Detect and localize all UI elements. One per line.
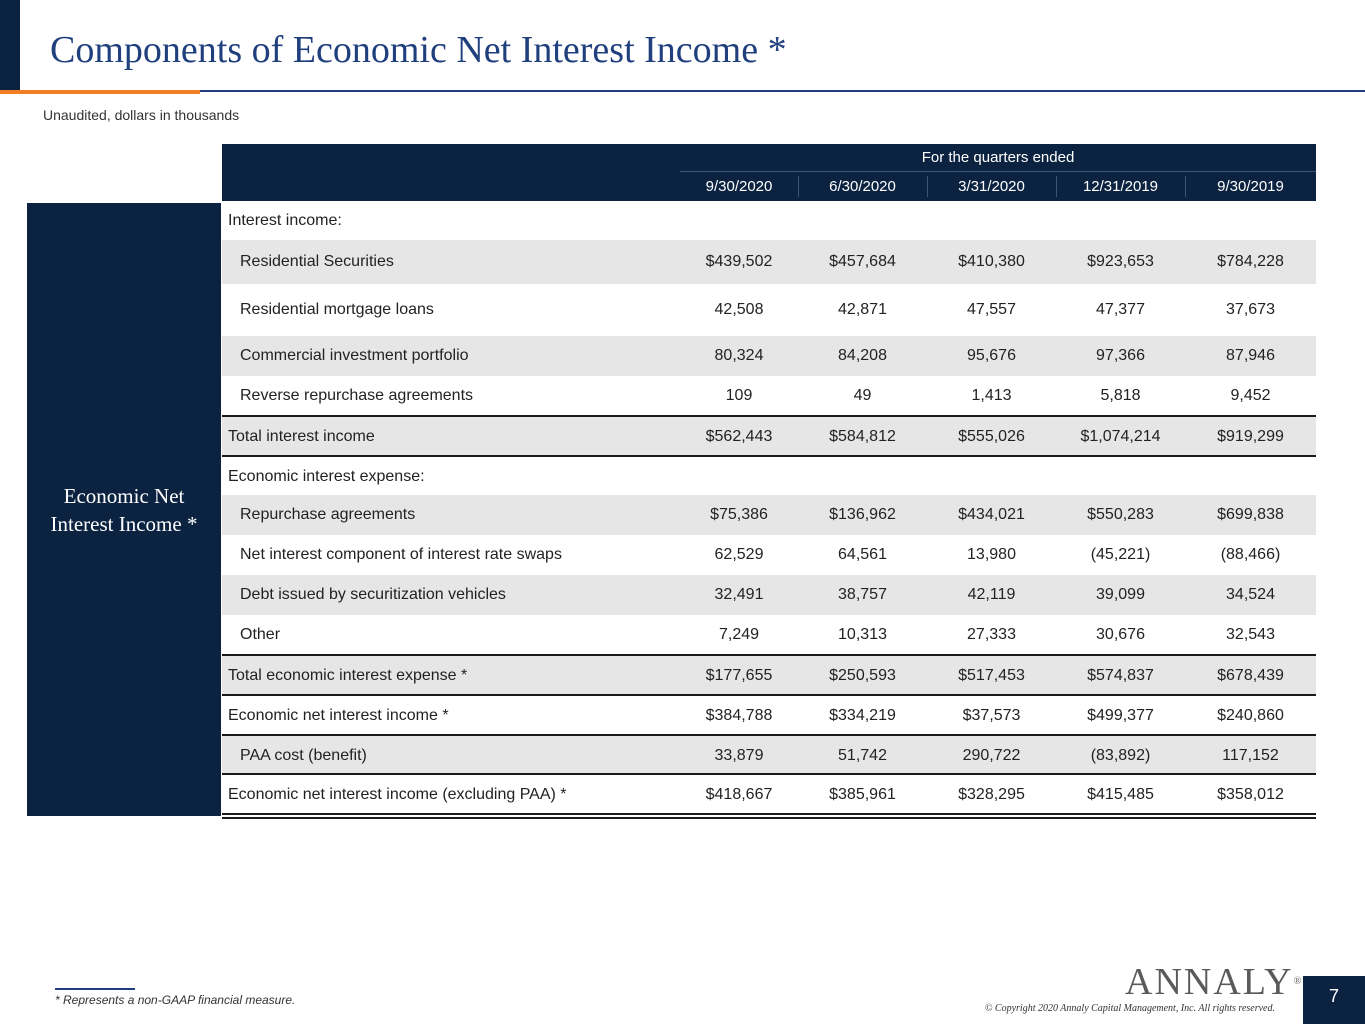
cell-value: 32,543 — [1226, 625, 1275, 643]
footnote: * Represents a non-GAAP financial measure. — [55, 993, 296, 1007]
table-row — [222, 734, 1316, 775]
row-label: Interest income: — [228, 212, 342, 229]
cell-value: 95,676 — [967, 347, 1016, 364]
cell-value — [798, 457, 927, 497]
cell-value: 5,818 — [1100, 386, 1141, 404]
cell-value: 10,313 — [838, 625, 887, 643]
cell-value: $358,012 — [1217, 786, 1284, 803]
cell-value: 27,333 — [967, 625, 1016, 643]
cell-value: 87,946 — [1226, 347, 1275, 364]
cell-value: 49 — [853, 386, 872, 404]
row-label: PAA cost (benefit) — [240, 746, 367, 764]
cell-value: (83,892) — [1090, 746, 1151, 764]
cell-value: $562,443 — [705, 428, 773, 445]
cell-value: $384,788 — [705, 707, 773, 724]
cell-value: 80,324 — [714, 347, 764, 364]
page-number: 7 — [1303, 976, 1365, 1024]
table-row — [222, 415, 1316, 457]
table-row — [222, 240, 1316, 284]
cell-value — [1185, 457, 1316, 497]
cell-value: 42,871 — [838, 301, 887, 318]
cell-value: $240,860 — [1217, 707, 1284, 724]
cell-value: 32,491 — [714, 586, 764, 603]
row-label: Economic net interest income (excluding PAA) * — [228, 786, 567, 803]
cell-value: $517,453 — [958, 667, 1025, 684]
table-double-rule — [222, 813, 1316, 815]
row-label: Total interest income — [228, 428, 375, 445]
row-label: Economic net interest income * — [228, 707, 449, 724]
cell-value: 84,208 — [838, 347, 887, 364]
side-panel-label: Economic Net Interest Income * — [50, 483, 198, 536]
cell-value: 117,152 — [1222, 746, 1279, 764]
row-label: Economic interest expense: — [228, 468, 425, 485]
side-panel — [27, 203, 221, 816]
cell-value: 47,557 — [967, 301, 1016, 318]
cell-value: $250,593 — [829, 667, 896, 684]
cell-value: 42,508 — [714, 301, 764, 318]
column-header: 6/30/2020 — [829, 178, 896, 195]
cell-value: 30,676 — [1096, 625, 1145, 643]
cell-value — [927, 202, 1056, 240]
row-label: Debt issued by securitization vehicles — [240, 586, 506, 603]
column-header: 9/30/2020 — [705, 178, 773, 195]
table-row — [222, 773, 1316, 815]
cell-value: 39,099 — [1096, 586, 1145, 603]
cell-value: $919,299 — [1217, 428, 1284, 445]
cell-value: 109 — [725, 386, 753, 404]
row-label: Residential mortgage loans — [240, 301, 434, 318]
cell-value: (88,466) — [1220, 546, 1281, 563]
cell-value: 42,119 — [967, 586, 1016, 603]
row-label: Total economic interest expense * — [228, 667, 468, 684]
cell-value: $177,655 — [705, 667, 773, 684]
cell-value — [927, 457, 1056, 497]
cell-value: 7,249 — [718, 625, 760, 643]
table-double-rule — [222, 817, 1316, 819]
header-accent-bar — [0, 0, 20, 91]
title-accent-rule — [0, 90, 200, 94]
subtitle: Unaudited, dollars in thousands — [43, 107, 240, 123]
row-label: Repurchase agreements — [240, 506, 416, 523]
row-label: Net interest component of interest rate swaps — [240, 546, 562, 563]
cell-value: $415,485 — [1087, 786, 1154, 803]
cell-value: $434,021 — [958, 506, 1025, 523]
cell-value: 290,722 — [962, 746, 1021, 764]
cell-value — [1185, 202, 1316, 240]
cell-value: $418,667 — [705, 786, 773, 803]
cell-value: $699,838 — [1217, 506, 1284, 523]
cell-value: $584,812 — [829, 428, 896, 445]
cell-value: 37,673 — [1226, 301, 1275, 318]
footnote-rule — [55, 988, 135, 990]
column-header: 12/31/2019 — [1082, 178, 1159, 195]
cell-value — [680, 202, 798, 240]
cell-value: 38,757 — [838, 586, 887, 603]
cell-value — [1056, 202, 1185, 240]
registered-mark: ® — [1293, 976, 1302, 987]
cell-value: $555,026 — [958, 428, 1025, 445]
cell-value: $37,573 — [962, 707, 1021, 724]
cell-value: $334,219 — [829, 707, 896, 724]
cell-value — [798, 202, 927, 240]
column-header: 3/31/2020 — [958, 178, 1025, 195]
cell-value — [1056, 457, 1185, 497]
cell-value: $328,295 — [958, 786, 1025, 803]
cell-value: $678,439 — [1217, 667, 1284, 684]
cell-value: 51,742 — [838, 746, 887, 764]
table-column-header — [222, 172, 1316, 201]
row-label: Commercial investment portfolio — [240, 347, 469, 364]
cell-value: $410,380 — [958, 253, 1025, 270]
row-label: Residential Securities — [240, 253, 394, 270]
table-row — [222, 455, 1316, 497]
table-row — [222, 495, 1316, 535]
column-header: 9/30/2019 — [1217, 178, 1284, 195]
cell-value: 9,452 — [1230, 386, 1271, 404]
page-title: Components of Economic Net Interest Income * — [50, 29, 787, 71]
cell-value: 62,529 — [714, 546, 764, 563]
cell-value: $784,228 — [1217, 253, 1284, 270]
table-row — [222, 535, 1316, 575]
quarters-header: For the quarters ended — [921, 149, 1075, 166]
row-label: Reverse repurchase agreements — [240, 386, 474, 404]
cell-value: $385,961 — [829, 786, 896, 803]
cell-value: $499,377 — [1087, 707, 1154, 724]
cell-value: $136,962 — [829, 506, 896, 523]
cell-value — [680, 457, 798, 497]
table-row — [222, 376, 1316, 415]
cell-value: 34,524 — [1226, 586, 1275, 603]
cell-value: 13,980 — [967, 546, 1016, 563]
logo-wordmark: ANNALY — [1125, 961, 1294, 1003]
copyright: © Copyright 2020 Annaly Capital Management, Inc. All rights reserved. — [984, 1003, 1275, 1014]
cell-value: 1,413 — [971, 386, 1012, 404]
cell-value: (45,221) — [1090, 546, 1151, 563]
cell-value: 97,366 — [1096, 347, 1145, 364]
cell-value: $75,386 — [710, 506, 768, 523]
table-row — [222, 694, 1316, 736]
table-group-header — [222, 144, 1316, 172]
cell-value: $574,837 — [1087, 667, 1154, 684]
table-row — [222, 336, 1316, 376]
cell-value: 33,879 — [714, 746, 764, 764]
cell-value: 64,561 — [838, 546, 887, 563]
table-row — [222, 575, 1316, 615]
cell-value: $457,684 — [829, 253, 896, 270]
title-underline — [20, 90, 1365, 92]
cell-value: $1,074,214 — [1080, 428, 1161, 445]
cell-value: $923,653 — [1087, 253, 1154, 270]
table-row — [222, 654, 1316, 696]
row-label: Other — [240, 625, 281, 643]
cell-value: $550,283 — [1087, 506, 1154, 523]
table-row — [222, 202, 1316, 240]
cell-value: $439,502 — [705, 253, 773, 270]
annaly-logo — [1125, 962, 1301, 1002]
table-row — [222, 615, 1316, 654]
cell-value: 47,377 — [1096, 301, 1145, 318]
table-row — [222, 284, 1316, 336]
